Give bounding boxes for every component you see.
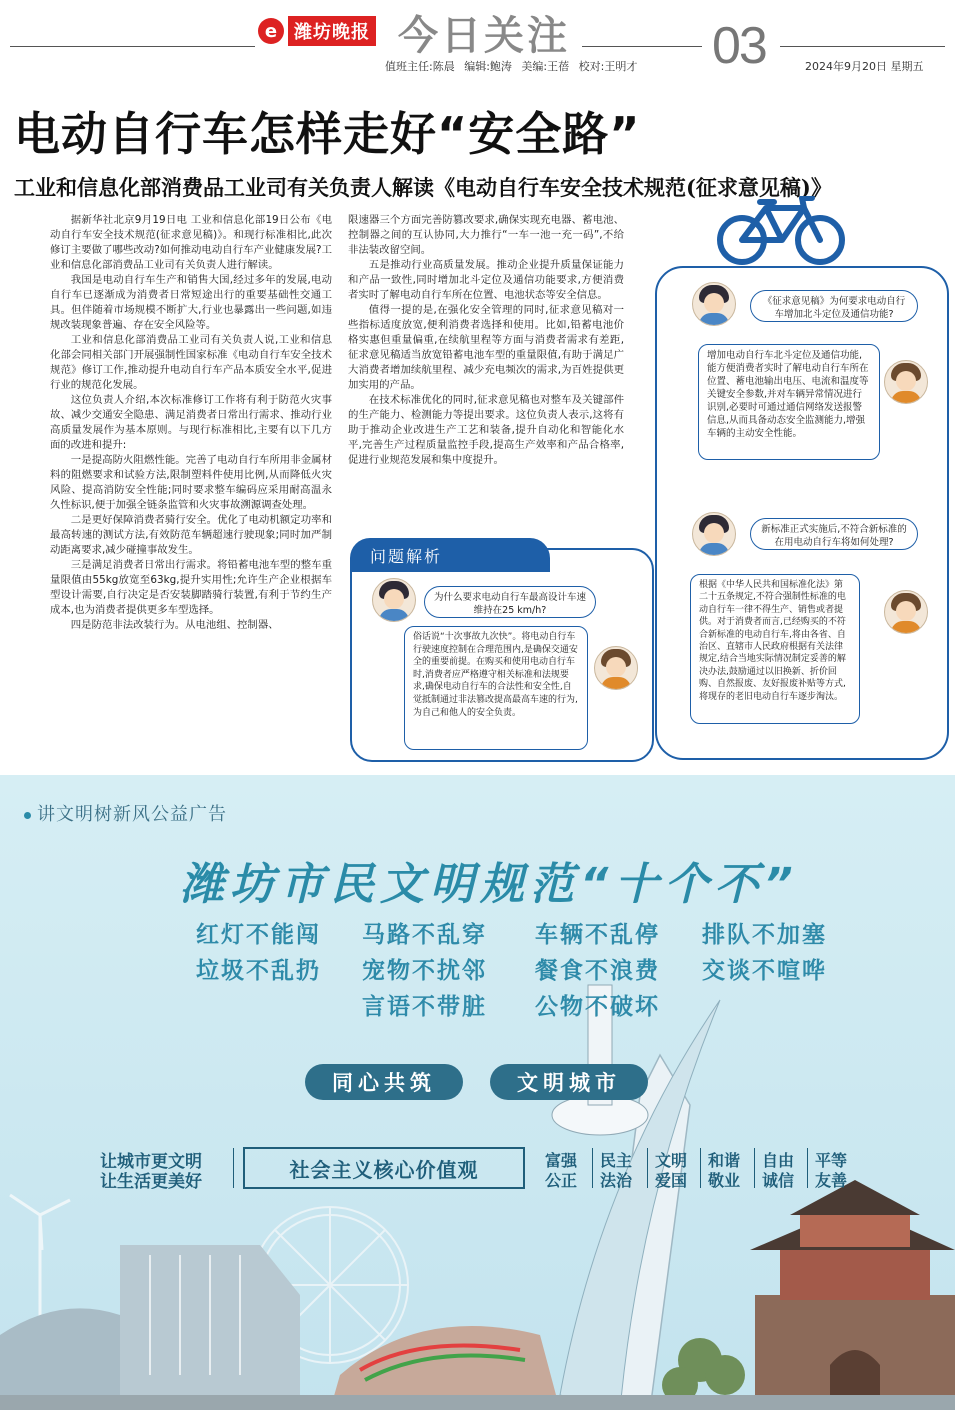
paper-logo-icon: e (258, 18, 284, 44)
core-value: 民主 (600, 1151, 633, 1170)
core-value: 自由 (762, 1151, 795, 1170)
ad-tagline (100, 1152, 202, 1192)
dateline: 2024年9月20日 星期五 (805, 60, 924, 73)
rule-item: 交谈不喧哗 (702, 958, 827, 984)
ad-label (24, 800, 227, 826)
question-bubble-2: 《征求意见稿》为何要求电动自行车增加北斗定位及通信功能? (750, 290, 918, 322)
tagline-line-2: 让生活更美好 (100, 1172, 202, 1192)
bullet-dot-icon (24, 812, 31, 819)
rule-item: 排队不加塞 (702, 922, 827, 948)
paragraph: 一是提高防火阻燃性能。完善了电动自行车所用非金属材料的阻燃要求和试验方法,限制塑料件使用比例,从而降低火灾风险、提高消防安全性能;同时要求整车编码应采用耐高温永久性标识,便于加强全链条监管和火灾事故溯源调查处理。 (50, 454, 332, 511)
masthead-rule-left (10, 46, 255, 47)
section-name: 今日关注 (398, 12, 570, 59)
subhead: 工业和信息化部消费品工业司有关负责人解读《电动自行车安全技术规范(征求意见稿)》 (14, 175, 832, 200)
paragraph: 我国是电动自行车生产和销售大国,经过多年的发展,电动自行车已逐渐成为消费者日常短途出行的重要基础性交通工具。但伴随着市场规模不断扩大,行业也暴露出一些问题,如违规改装现象普遍、存在安全风险等。 (50, 274, 332, 331)
core-value: 爱国 (655, 1171, 688, 1190)
question-bubble-3: 新标准正式实施后,不符合新标准的在用电动自行车将如何处理? (750, 518, 918, 550)
divider (754, 1148, 755, 1188)
paragraph: 值得一提的是,在强化安全管理的同时,征求意见稿对一些指标适度放宽,便利消费者选择和使用。比如,铅蓄电池价格实惠但重量偏重,在续航里程等方面与消费者需求有差距,征求意见稿适当放宽铅蓄电池车型的重量限值,有助于满足广大消费者增加续航里程、减少充电频次的需求,为百姓提供更加实用的产品。 (348, 304, 624, 391)
paper-logo (258, 14, 398, 48)
ad-title: 潍坊市民文明规范“十个不” (180, 859, 799, 910)
paragraph: 五是推动行业高质量发展。推动企业提升质量保证能力和产品一致性,同时增加北斗定位及通信功能要求,方便消费者实时了解电动自行车所在位置、电池状态等安全信息。 (348, 259, 624, 301)
avatar-questioner (692, 282, 736, 326)
rule-item: 公物不破坏 (535, 994, 660, 1020)
bicycle-icon (712, 196, 852, 272)
divider (647, 1148, 648, 1188)
core-value: 友善 (815, 1171, 848, 1190)
tagline-line-1: 让城市更文明 (100, 1152, 202, 1172)
masthead-rule-mid (582, 46, 702, 47)
answer-bubble-3: 根据《中华人民共和国标准化法》第二十五条规定,不符合强制性标准的电动自行车一律不得生产、销售或者提供。对于消费者而言,已经购买的不符合新标准的电动自行车,将由各省、自治区、直辖市人民政府根据有关法律规定,结合当地实际情况制定妥善的解决办法,鼓励通过以旧换新、折价回购、自然报废、友好报废补贴等方式,将现存的老旧电动自行车逐步淘汰。 (690, 574, 860, 724)
core-values-title: 社会主义核心价值观 (243, 1147, 525, 1189)
divider (233, 1148, 234, 1188)
divider (592, 1148, 593, 1188)
core-value: 富强 (545, 1151, 578, 1170)
paragraph: 四是防范非法改装行为。从电池组、控制器、 (70, 619, 279, 631)
answer-bubble-1: 俗话说“十次事故九次快”。将电动自行车行驶速度控制在合理范围内,是确保交通安全的重要前提。在购买和使用电动自行车时,消费者应严格遵守相关标准和法规要求,确保电动自行车的合法性和安全性,自觉抵制通过非法篡改提高最高车速的行为,为自己和他人的安全负责。 (404, 626, 588, 750)
rule-item: 言语不带脏 (362, 994, 487, 1020)
ad-label-text: 讲文明树新风公益广告 (37, 804, 227, 825)
article-column-2 (348, 213, 624, 468)
paragraph: 据新华社北京9月19日电 工业和信息化部19日公布《电动自行车安全技术规范(征求意见稿)》。和现行标准相比,此次修订主要做了哪些改动?如何推动电动自行车产业健康发展?工业和信息化部消费品工业司有关负责人进行解读。 (50, 214, 332, 271)
masthead-rule-right (780, 46, 945, 47)
divider (807, 1148, 808, 1188)
core-value: 法治 (600, 1171, 633, 1190)
avatar-official (884, 360, 928, 404)
paragraph: 在技术标准优化的同时,征求意见稿也对整车及关键部件的生产能力、检测能力等提出要求。这位负责人表示,这将有助于推动企业改进生产工艺和装备,提升自动化和智能化水平,完善生产过程质量监控手段,提高生产效率和产品合格率,促进行业规范发展和集中度提升。 (348, 394, 624, 466)
divider (700, 1148, 701, 1188)
credits: 值班主任:陈晨 编辑:鲍涛 美编:王蓓 校对:王明才 (385, 60, 638, 73)
paragraph: 工业和信息化部消费品工业司有关负责人说,工业和信息化部会同相关部门开展强制性国家标准《电动自行车安全技术规范》修订工作,推动提升电动自行车产品本质安全水平,促进行业的规范化发展。 (50, 334, 332, 391)
core-value: 诚信 (762, 1171, 795, 1190)
paper-name: 潍坊晚报 (288, 16, 376, 46)
qa-tab: 问题解析 (350, 538, 550, 572)
rule-item: 餐食不浪费 (535, 958, 660, 984)
rule-item: 车辆不乱停 (535, 922, 660, 948)
core-value: 公正 (545, 1171, 578, 1190)
avatar-questioner (372, 578, 416, 622)
page-number: 03 (712, 17, 766, 75)
avatar-official (884, 590, 928, 634)
core-value: 平等 (815, 1151, 848, 1170)
paragraph: 二是更好保障消费者骑行安全。优化了电动机额定功率和最高转速的测试方法,有效防范车辆超速行驶现象;同时加严制动距离要求,减少碰撞事故发生。 (50, 514, 332, 556)
paragraph: 这位负责人介绍,本次标准修订工作将有利于防范火灾事故、减少交通安全隐患、满足消费者日常出行需求、推动行业高质量发展作为基本原则。与现行标准相比,主要有以下几方面的改进和提升: (50, 394, 332, 451)
avatar-questioner (692, 512, 736, 556)
question-bubble-1: 为什么要求电动自行车最高设计车速维持在25 km/h? (424, 586, 596, 618)
rule-item: 马路不乱穿 (362, 922, 487, 948)
slogan-pill-left: 同心共筑 (305, 1064, 463, 1100)
rule-item: 红灯不能闯 (196, 922, 321, 948)
rule-item: 垃圾不乱扔 (196, 958, 321, 984)
avatar-official (594, 646, 638, 690)
article-column-1 (50, 213, 332, 633)
rule-item: 宠物不扰邻 (362, 958, 487, 984)
slogan-pill-right: 文明城市 (490, 1064, 648, 1100)
paragraph: 三是满足消费者日常出行需求。将铅蓄电池车型的整车重量限值由55kg放宽至63kg,提升实用性;允许生产企业根据车型设计需要,自行决定是否安装脚踏骑行装置,有利于节约生产成本,也为消费者提供更多车型选择。 (50, 559, 332, 616)
core-value: 文明 (655, 1151, 688, 1170)
answer-bubble-2: 增加电动自行车北斗定位及通信功能,能方便消费者实时了解电动自行车所在位置、蓄电池输出电压、电流和温度等关键安全参数,并对车辆异常情况进行识别,必要时可通过通信网络发送报警信息,从而具备动态安全监测能力,增强车辆的主动安全性能。 (698, 344, 880, 460)
headline: 电动自行车怎样走好“安全路” (14, 107, 641, 161)
core-value: 敬业 (708, 1171, 741, 1190)
core-value: 和谐 (708, 1151, 741, 1170)
paragraph: 限速器三个方面完善防篡改要求,确保实现充电器、蓄电池、控制器之间的互认协同,大力推行“一车一池一充一码”,不给非法装改留空间。 (348, 214, 624, 256)
